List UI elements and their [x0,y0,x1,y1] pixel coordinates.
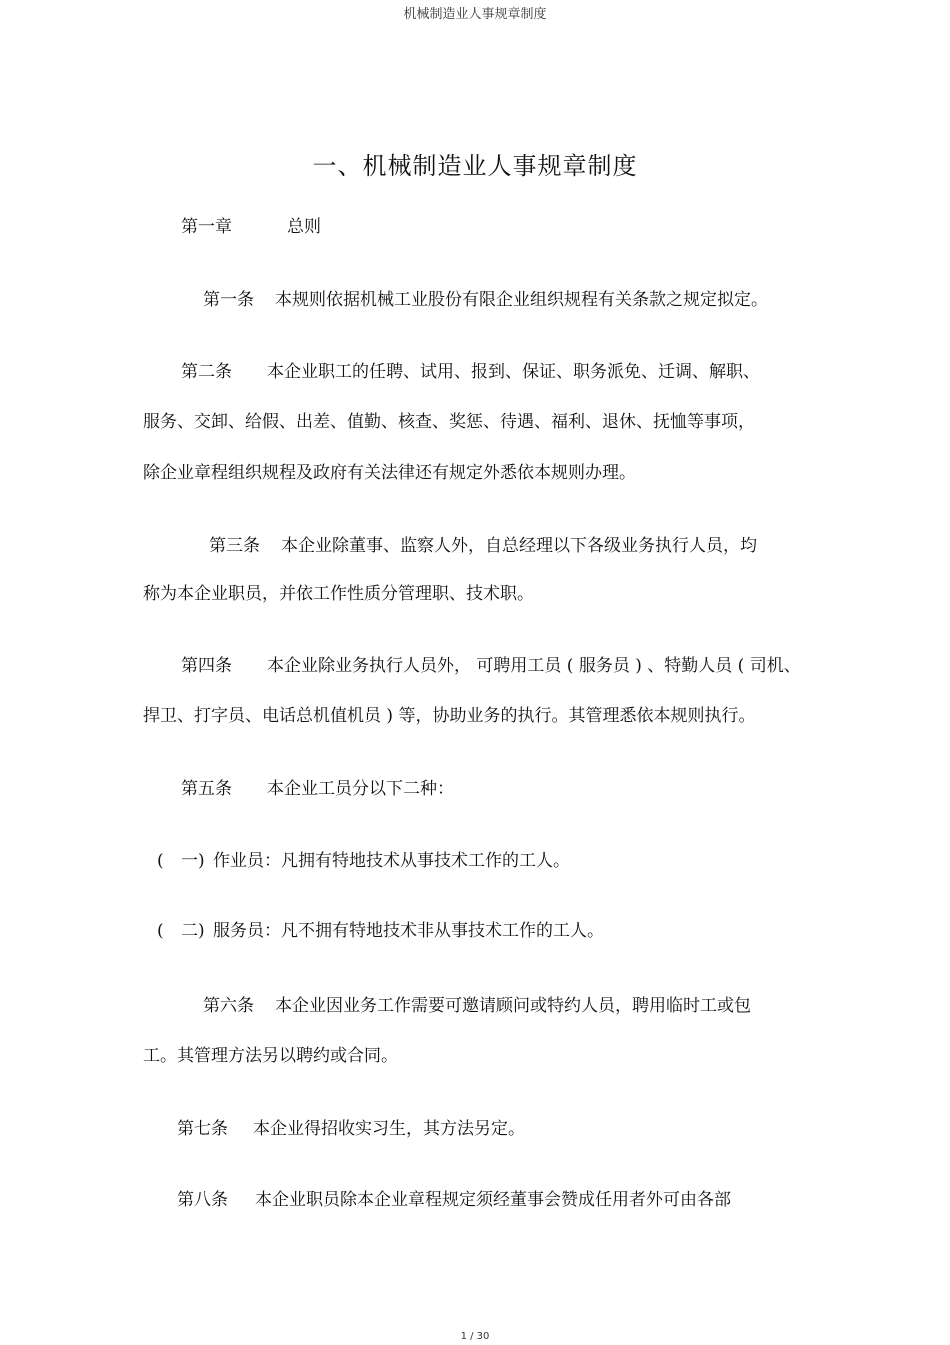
article-8-line-1: 本企业职员除本企业章程规定须经董事会赞成任用者外可由各部 [255,1190,731,1210]
article-2-label: 第二条 [181,362,232,382]
article-2-line-3: 除企业章程组织规程及政府有关法律还有规定外悉依本规则办理。 [143,463,636,483]
running-header: 机械制造业人事规章制度 [403,7,547,22]
sub-item-2-text: 服务员：凡不拥有特地技术非从事技术工作的工人。 [213,921,604,941]
article-6-label: 第六条 [203,996,254,1016]
sub-item-1-paren: ( [157,851,164,871]
article-7-line-1: 本企业得招收实习生，其方法另定。 [253,1119,525,1139]
article-2-line-2: 服务、交卸、给假、出差、值勤、核查、奖惩、待遇、福利、退休、抚恤等事项， [143,412,755,432]
article-1-label: 第一条 [203,290,254,310]
article-3-line-1: 本企业除董事、监察人外，自总经理以下各级业务执行人员，均 [281,536,757,556]
article-2-line-1: 本企业职工的任聘、试用、报到、保证、职务派免、迁调、解职、 [267,362,760,382]
sub-item-1-marker: 一) [181,851,205,871]
article-6-line-1: 本企业因业务工作需要可邀请顾问或特约人员，聘用临时工或包 [275,996,751,1016]
sub-item-2-paren: ( [157,921,164,941]
chapter-label: 第一章 [181,217,232,237]
sub-item-1-text: 作业员：凡拥有特地技术从事技术工作的工人。 [213,851,570,871]
article-4-line-1: 本企业除业务执行人员外， 可聘用工员 ( 服务员 ) 、特勤人员 ( 司机、 [267,656,801,676]
chapter-name: 总则 [287,217,321,237]
article-3-label: 第三条 [209,536,260,556]
article-4-line-2: 捍卫、打字员、电话总机值机员 ) 等，协助业务的执行。其管理悉依本规则执行。 [143,706,756,726]
document-title: 一、机械制造业人事规章制度 [312,152,638,180]
article-5-label: 第五条 [181,779,232,799]
sub-item-2-marker: 二) [181,921,205,941]
article-4-label: 第四条 [181,656,232,676]
article-8-label: 第八条 [177,1190,228,1210]
article-6-line-2: 工。其管理方法另以聘约或合同。 [143,1046,398,1066]
article-5-line-1: 本企业工员分以下二种： [267,779,454,799]
article-1-line-1: 本规则依据机械工业股份有限企业组织规程有关条款之规定拟定。 [275,290,768,310]
page-indicator: 1 / 30 [460,1331,490,1342]
article-3-line-2: 称为本企业职员，并依工作性质分管理职、技术职。 [143,584,534,604]
article-7-label: 第七条 [177,1119,228,1139]
